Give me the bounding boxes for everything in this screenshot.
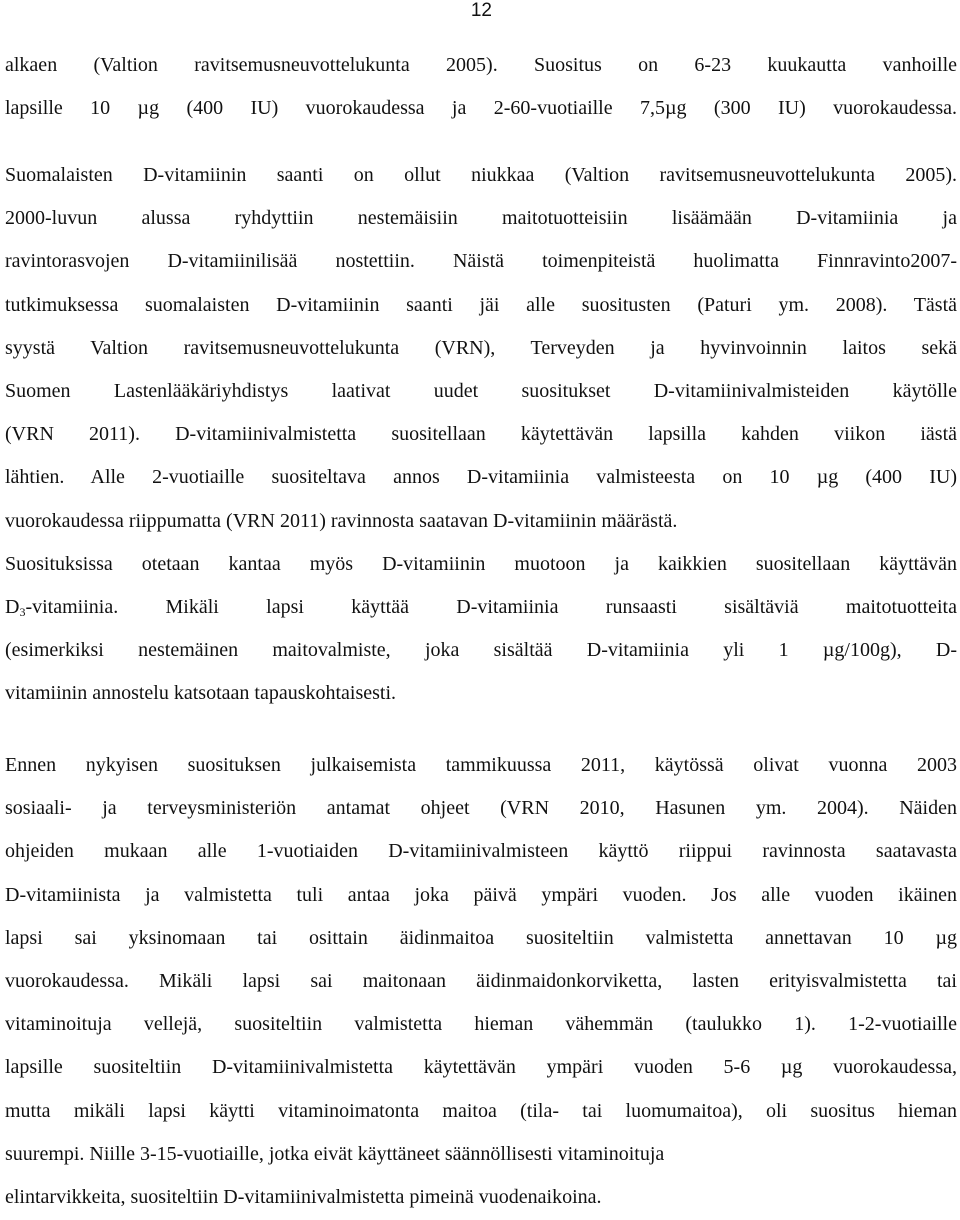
text-line: syystä Valtion ravitsemusneuvottelukunta (VRN), Terveyden ja hyvinvoinnin laitos sekä [5, 336, 957, 359]
text-line: ohjeiden mukaan alle 1-vuotiaiden D-vitamiinivalmisteen käyttö riippui ravinnosta saatavasta [5, 840, 957, 863]
d3-line-text: -vitamiinia. Mikäli lapsi käyttää D-vitamiinia runsaasti sisältäviä maitotuotteita [25, 595, 957, 618]
text-line: tutkimuksessa suomalaisten D-vitamiinin saanti jäi alle suositusten (Paturi ym. 2008). Tästä [5, 293, 957, 316]
text-line: lapsille suositeltiin D-vitamiinivalmistetta käytettävän ympäri vuoden 5-6 µg vuorokaudessa, [5, 1056, 957, 1079]
d3-letter: D [5, 595, 20, 618]
text-line: alkaen (Valtion ravitsemusneuvottelukunta 2005). Suositus on 6-23 kuukautta vanhoille [5, 54, 957, 76]
text-line: ravintorasvojen D-vitamiinilisää nostettiin. Näistä toimenpiteistä huolimatta Finnravinto2007- [5, 250, 957, 273]
text-line: lapsi sai yksinomaan tai osittain äidinmaitoa suositeltiin valmistetta annettavan 10 µg [5, 926, 957, 949]
text-line: Suomen Lastenlääkäriyhdistys laativat uudet suositukset D-vitamiinivalmisteiden käytölle [5, 379, 957, 402]
text-line: lapsille 10 µg (400 IU) vuorokaudessa ja 2-60-vuotiaille 7,5µg (300 IU) vuorokaudessa. [5, 97, 957, 120]
text-line: 2000-luvun alussa ryhdyttiin nestemäisiin maitotuotteisiin lisäämään D-vitamiinia ja [5, 207, 957, 230]
text-line: elintarvikkeita, suositeltiin D-vitamiinivalmistetta pimeinä vuodenaikoina. [5, 1185, 602, 1208]
d3-subscript: 3 [19, 604, 26, 619]
paragraph-2 [5, 154, 957, 715]
text-line: sosiaali- ja terveysministeriön antamat ohjeet (VRN 2010, Hasunen ym. 2004). Näiden [5, 797, 957, 820]
paragraph-3 [5, 744, 957, 1219]
text-line: Suosituksissa otetaan kantaa myös D-vitamiinin muotoon ja kaikkien suositellaan käyttävän [5, 552, 957, 575]
text-line: Suomalaisten D-vitamiinin saanti on ollut niukkaa (Valtion ravitsemusneuvottelukunta 2005). [5, 164, 957, 186]
text-line-d3 [5, 586, 957, 629]
text-line: vuorokaudessa. Mikäli lapsi sai maitonaan äidinmaidonkorviketta, lasten erityisvalmistetta tai [5, 969, 957, 992]
text-line: D-vitamiinista ja valmistetta tuli antaa joka päivä ympäri vuoden. Jos alle vuoden ikäinen [5, 883, 957, 906]
text-line: mutta mikäli lapsi käytti vitaminoimatonta maitoa (tila- tai luomumaitoa), oli suositus hieman [5, 1099, 957, 1122]
text-line: suurempi. Niille 3-15-vuotiaille, jotka eivät käyttäneet säännöllisesti vitaminoituja [5, 1142, 665, 1165]
text-line: Ennen nykyisen suosituksen julkaisemista tammikuussa 2011, käytössä olivat vuonna 2003 [5, 754, 957, 776]
paragraph-1 [5, 44, 957, 130]
text-line: vuorokaudessa riippumatta (VRN 2011) ravinnosta saatavan D-vitamiinin määrästä. [5, 509, 678, 532]
text-line: vitaminoituja vellejä, suositeltiin valmistetta hieman vähemmän (taulukko 1). 1-2-vuotiaille [5, 1013, 957, 1036]
page-number: 12 [470, 0, 492, 21]
text-line: vitamiinin annostelu katsotaan tapauskohtaisesti. [5, 682, 397, 705]
text-line: (VRN 2011). D-vitamiinivalmistetta suositellaan käytettävän lapsilla kahden viikon iästä [5, 423, 957, 446]
text-line: lähtien. Alle 2-vuotiaille suositeltava annos D-vitamiinia valmisteesta on 10 µg (400 IU) [5, 466, 957, 489]
text-line: (esimerkiksi nestemäinen maitovalmiste, joka sisältää D-vitamiinia yli 1 µg/100g), D- [5, 639, 957, 662]
